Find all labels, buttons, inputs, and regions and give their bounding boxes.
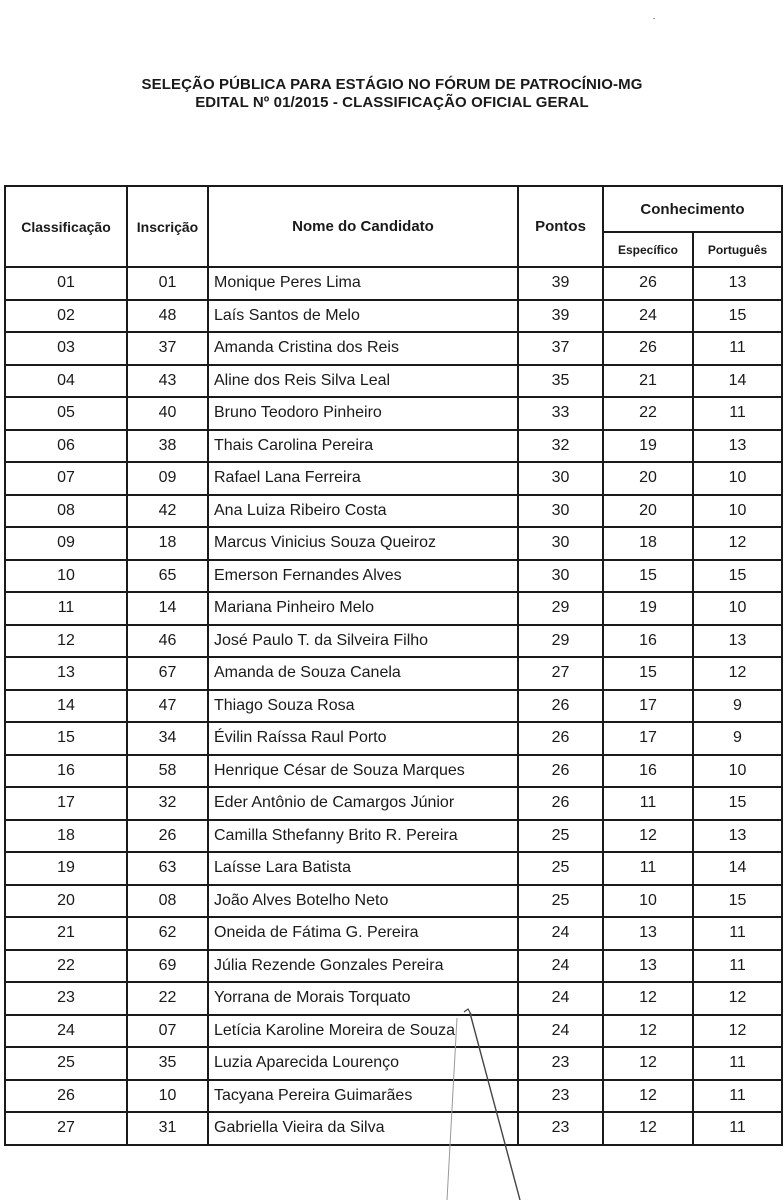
cell-especifico: 10 bbox=[603, 885, 693, 918]
cell-nome: Luzia Aparecida Lourenço bbox=[208, 1047, 518, 1080]
cell-especifico: 20 bbox=[603, 495, 693, 528]
cell-pontos: 25 bbox=[518, 852, 603, 885]
table-row bbox=[5, 722, 782, 755]
cell-nome: Amanda Cristina dos Reis bbox=[208, 332, 518, 365]
cell-classificacao: 06 bbox=[5, 430, 127, 463]
cell-especifico: 12 bbox=[603, 1047, 693, 1080]
cell-portugues: 10 bbox=[693, 462, 782, 495]
cell-inscricao: 22 bbox=[127, 982, 208, 1015]
cell-classificacao: 27 bbox=[5, 1112, 127, 1145]
cell-portugues: 9 bbox=[693, 690, 782, 723]
table-row bbox=[5, 397, 782, 430]
cell-pontos: 24 bbox=[518, 917, 603, 950]
cell-classificacao: 13 bbox=[5, 657, 127, 690]
cell-inscricao: 14 bbox=[127, 592, 208, 625]
cell-classificacao: 05 bbox=[5, 397, 127, 430]
cell-nome: Évilin Raíssa Raul Porto bbox=[208, 722, 518, 755]
table-row bbox=[5, 495, 782, 528]
cell-nome: Laísse Lara Batista bbox=[208, 852, 518, 885]
cell-especifico: 19 bbox=[603, 430, 693, 463]
column-header-nome: Nome do Candidato bbox=[208, 186, 518, 267]
cell-nome: Letícia Karoline Moreira de Souza bbox=[208, 1015, 518, 1048]
cell-classificacao: 12 bbox=[5, 625, 127, 658]
table-row bbox=[5, 625, 782, 658]
scan-speck bbox=[653, 18, 655, 19]
cell-pontos: 39 bbox=[518, 300, 603, 333]
cell-portugues: 15 bbox=[693, 560, 782, 593]
cell-classificacao: 21 bbox=[5, 917, 127, 950]
cell-pontos: 27 bbox=[518, 657, 603, 690]
cell-nome: Yorrana de Morais Torquato bbox=[208, 982, 518, 1015]
cell-portugues: 9 bbox=[693, 722, 782, 755]
cell-inscricao: 58 bbox=[127, 755, 208, 788]
table-row bbox=[5, 527, 782, 560]
cell-inscricao: 43 bbox=[127, 365, 208, 398]
table-row bbox=[5, 430, 782, 463]
table-row bbox=[5, 787, 782, 820]
cell-especifico: 24 bbox=[603, 300, 693, 333]
cell-pontos: 35 bbox=[518, 365, 603, 398]
cell-portugues: 10 bbox=[693, 495, 782, 528]
cell-portugues: 12 bbox=[693, 1015, 782, 1048]
column-header-conhecimento: Conhecimento bbox=[603, 186, 782, 232]
cell-pontos: 29 bbox=[518, 592, 603, 625]
cell-classificacao: 08 bbox=[5, 495, 127, 528]
cell-inscricao: 08 bbox=[127, 885, 208, 918]
cell-nome: Eder Antônio de Camargos Júnior bbox=[208, 787, 518, 820]
cell-nome: Monique Peres Lima bbox=[208, 267, 518, 300]
cell-classificacao: 01 bbox=[5, 267, 127, 300]
cell-pontos: 26 bbox=[518, 722, 603, 755]
cell-classificacao: 17 bbox=[5, 787, 127, 820]
table-row bbox=[5, 1080, 782, 1113]
table-row bbox=[5, 1112, 782, 1145]
cell-classificacao: 15 bbox=[5, 722, 127, 755]
table-row bbox=[5, 592, 782, 625]
cell-inscricao: 34 bbox=[127, 722, 208, 755]
cell-especifico: 19 bbox=[603, 592, 693, 625]
table-row bbox=[5, 657, 782, 690]
cell-nome: Tacyana Pereira Guimarães bbox=[208, 1080, 518, 1113]
table-row bbox=[5, 852, 782, 885]
table-row bbox=[5, 365, 782, 398]
cell-pontos: 25 bbox=[518, 820, 603, 853]
cell-classificacao: 04 bbox=[5, 365, 127, 398]
cell-nome: João Alves Botelho Neto bbox=[208, 885, 518, 918]
column-header-inscricao: Inscrição bbox=[127, 186, 208, 267]
cell-portugues: 10 bbox=[693, 755, 782, 788]
cell-inscricao: 31 bbox=[127, 1112, 208, 1145]
cell-portugues: 13 bbox=[693, 267, 782, 300]
cell-classificacao: 20 bbox=[5, 885, 127, 918]
table-row bbox=[5, 885, 782, 918]
table-row bbox=[5, 267, 782, 300]
cell-nome: Amanda de Souza Canela bbox=[208, 657, 518, 690]
cell-nome: José Paulo T. da Silveira Filho bbox=[208, 625, 518, 658]
cell-especifico: 15 bbox=[603, 560, 693, 593]
cell-pontos: 30 bbox=[518, 527, 603, 560]
cell-especifico: 15 bbox=[603, 657, 693, 690]
cell-especifico: 20 bbox=[603, 462, 693, 495]
cell-nome: Aline dos Reis Silva Leal bbox=[208, 365, 518, 398]
cell-pontos: 26 bbox=[518, 787, 603, 820]
cell-especifico: 12 bbox=[603, 1015, 693, 1048]
cell-pontos: 33 bbox=[518, 397, 603, 430]
cell-inscricao: 38 bbox=[127, 430, 208, 463]
table-row bbox=[5, 982, 782, 1015]
cell-inscricao: 48 bbox=[127, 300, 208, 333]
table-row bbox=[5, 820, 782, 853]
cell-inscricao: 69 bbox=[127, 950, 208, 983]
cell-pontos: 24 bbox=[518, 950, 603, 983]
cell-pontos: 23 bbox=[518, 1047, 603, 1080]
cell-portugues: 11 bbox=[693, 1080, 782, 1113]
cell-pontos: 25 bbox=[518, 885, 603, 918]
cell-inscricao: 65 bbox=[127, 560, 208, 593]
cell-pontos: 24 bbox=[518, 982, 603, 1015]
cell-especifico: 12 bbox=[603, 820, 693, 853]
cell-nome: Marcus Vinicius Souza Queiroz bbox=[208, 527, 518, 560]
cell-portugues: 14 bbox=[693, 365, 782, 398]
cell-portugues: 13 bbox=[693, 430, 782, 463]
cell-pontos: 23 bbox=[518, 1080, 603, 1113]
cell-especifico: 12 bbox=[603, 1080, 693, 1113]
cell-especifico: 11 bbox=[603, 787, 693, 820]
cell-portugues: 12 bbox=[693, 527, 782, 560]
cell-especifico: 16 bbox=[603, 625, 693, 658]
cell-especifico: 13 bbox=[603, 950, 693, 983]
table-row bbox=[5, 300, 782, 333]
cell-especifico: 26 bbox=[603, 267, 693, 300]
cell-inscricao: 07 bbox=[127, 1015, 208, 1048]
table-row bbox=[5, 332, 782, 365]
cell-classificacao: 14 bbox=[5, 690, 127, 723]
cell-classificacao: 18 bbox=[5, 820, 127, 853]
cell-pontos: 39 bbox=[518, 267, 603, 300]
column-header-portugues: Português bbox=[693, 232, 782, 267]
cell-inscricao: 26 bbox=[127, 820, 208, 853]
cell-inscricao: 18 bbox=[127, 527, 208, 560]
cell-portugues: 13 bbox=[693, 625, 782, 658]
table-row bbox=[5, 755, 782, 788]
table-row bbox=[5, 1047, 782, 1080]
cell-portugues: 15 bbox=[693, 885, 782, 918]
cell-nome: Júlia Rezende Gonzales Pereira bbox=[208, 950, 518, 983]
cell-nome: Bruno Teodoro Pinheiro bbox=[208, 397, 518, 430]
cell-inscricao: 40 bbox=[127, 397, 208, 430]
cell-especifico: 16 bbox=[603, 755, 693, 788]
column-header-classificacao: Classificação bbox=[5, 186, 127, 267]
cell-inscricao: 35 bbox=[127, 1047, 208, 1080]
cell-nome: Gabriella Vieira da Silva bbox=[208, 1112, 518, 1145]
cell-classificacao: 24 bbox=[5, 1015, 127, 1048]
cell-especifico: 22 bbox=[603, 397, 693, 430]
cell-inscricao: 67 bbox=[127, 657, 208, 690]
table-row bbox=[5, 950, 782, 983]
cell-nome: Henrique César de Souza Marques bbox=[208, 755, 518, 788]
cell-portugues: 11 bbox=[693, 397, 782, 430]
cell-pontos: 29 bbox=[518, 625, 603, 658]
cell-especifico: 12 bbox=[603, 1112, 693, 1145]
column-header-pontos: Pontos bbox=[518, 186, 603, 267]
cell-nome: Oneida de Fátima G. Pereira bbox=[208, 917, 518, 950]
table-row bbox=[5, 1015, 782, 1048]
cell-nome: Camilla Sthefanny Brito R. Pereira bbox=[208, 820, 518, 853]
cell-nome: Emerson Fernandes Alves bbox=[208, 560, 518, 593]
cell-nome: Laís Santos de Melo bbox=[208, 300, 518, 333]
cell-classificacao: 11 bbox=[5, 592, 127, 625]
cell-especifico: 18 bbox=[603, 527, 693, 560]
cell-especifico: 17 bbox=[603, 722, 693, 755]
table-row bbox=[5, 917, 782, 950]
document-title: SELEÇÃO PÚBLICA PARA ESTÁGIO NO FÓRUM DE PATROCÍNIO-MG bbox=[141, 76, 643, 93]
cell-classificacao: 23 bbox=[5, 982, 127, 1015]
cell-portugues: 11 bbox=[693, 917, 782, 950]
cell-especifico: 12 bbox=[603, 982, 693, 1015]
cell-inscricao: 32 bbox=[127, 787, 208, 820]
cell-especifico: 13 bbox=[603, 917, 693, 950]
table-row bbox=[5, 462, 782, 495]
cell-portugues: 11 bbox=[693, 950, 782, 983]
cell-inscricao: 46 bbox=[127, 625, 208, 658]
cell-especifico: 26 bbox=[603, 332, 693, 365]
cell-portugues: 12 bbox=[693, 982, 782, 1015]
cell-portugues: 11 bbox=[693, 332, 782, 365]
cell-classificacao: 16 bbox=[5, 755, 127, 788]
document-subtitle: EDITAL Nº 01/2015 - CLASSIFICAÇÃO OFICIAL GERAL bbox=[195, 94, 589, 111]
cell-nome: Rafael Lana Ferreira bbox=[208, 462, 518, 495]
cell-portugues: 15 bbox=[693, 300, 782, 333]
cell-pontos: 26 bbox=[518, 755, 603, 788]
cell-portugues: 12 bbox=[693, 657, 782, 690]
cell-pontos: 30 bbox=[518, 560, 603, 593]
cell-classificacao: 02 bbox=[5, 300, 127, 333]
cell-nome: Ana Luiza Ribeiro Costa bbox=[208, 495, 518, 528]
cell-inscricao: 63 bbox=[127, 852, 208, 885]
cell-portugues: 11 bbox=[693, 1047, 782, 1080]
cell-inscricao: 10 bbox=[127, 1080, 208, 1113]
cell-classificacao: 03 bbox=[5, 332, 127, 365]
cell-classificacao: 09 bbox=[5, 527, 127, 560]
cell-classificacao: 10 bbox=[5, 560, 127, 593]
cell-inscricao: 37 bbox=[127, 332, 208, 365]
cell-especifico: 21 bbox=[603, 365, 693, 398]
cell-classificacao: 22 bbox=[5, 950, 127, 983]
classification-table bbox=[4, 185, 783, 1146]
cell-especifico: 17 bbox=[603, 690, 693, 723]
cell-inscricao: 62 bbox=[127, 917, 208, 950]
cell-portugues: 13 bbox=[693, 820, 782, 853]
cell-pontos: 37 bbox=[518, 332, 603, 365]
cell-classificacao: 26 bbox=[5, 1080, 127, 1113]
cell-inscricao: 09 bbox=[127, 462, 208, 495]
cell-pontos: 26 bbox=[518, 690, 603, 723]
cell-nome: Thais Carolina Pereira bbox=[208, 430, 518, 463]
cell-inscricao: 01 bbox=[127, 267, 208, 300]
cell-pontos: 32 bbox=[518, 430, 603, 463]
cell-pontos: 24 bbox=[518, 1015, 603, 1048]
column-header-especifico: Específico bbox=[603, 232, 693, 267]
cell-classificacao: 07 bbox=[5, 462, 127, 495]
cell-especifico: 11 bbox=[603, 852, 693, 885]
cell-pontos: 30 bbox=[518, 495, 603, 528]
cell-classificacao: 19 bbox=[5, 852, 127, 885]
cell-portugues: 10 bbox=[693, 592, 782, 625]
cell-nome: Mariana Pinheiro Melo bbox=[208, 592, 518, 625]
cell-pontos: 23 bbox=[518, 1112, 603, 1145]
cell-pontos: 30 bbox=[518, 462, 603, 495]
cell-portugues: 11 bbox=[693, 1112, 782, 1145]
table-row bbox=[5, 690, 782, 723]
table-row bbox=[5, 560, 782, 593]
cell-classificacao: 25 bbox=[5, 1047, 127, 1080]
cell-inscricao: 47 bbox=[127, 690, 208, 723]
cell-inscricao: 42 bbox=[127, 495, 208, 528]
cell-portugues: 14 bbox=[693, 852, 782, 885]
cell-nome: Thiago Souza Rosa bbox=[208, 690, 518, 723]
cell-portugues: 15 bbox=[693, 787, 782, 820]
